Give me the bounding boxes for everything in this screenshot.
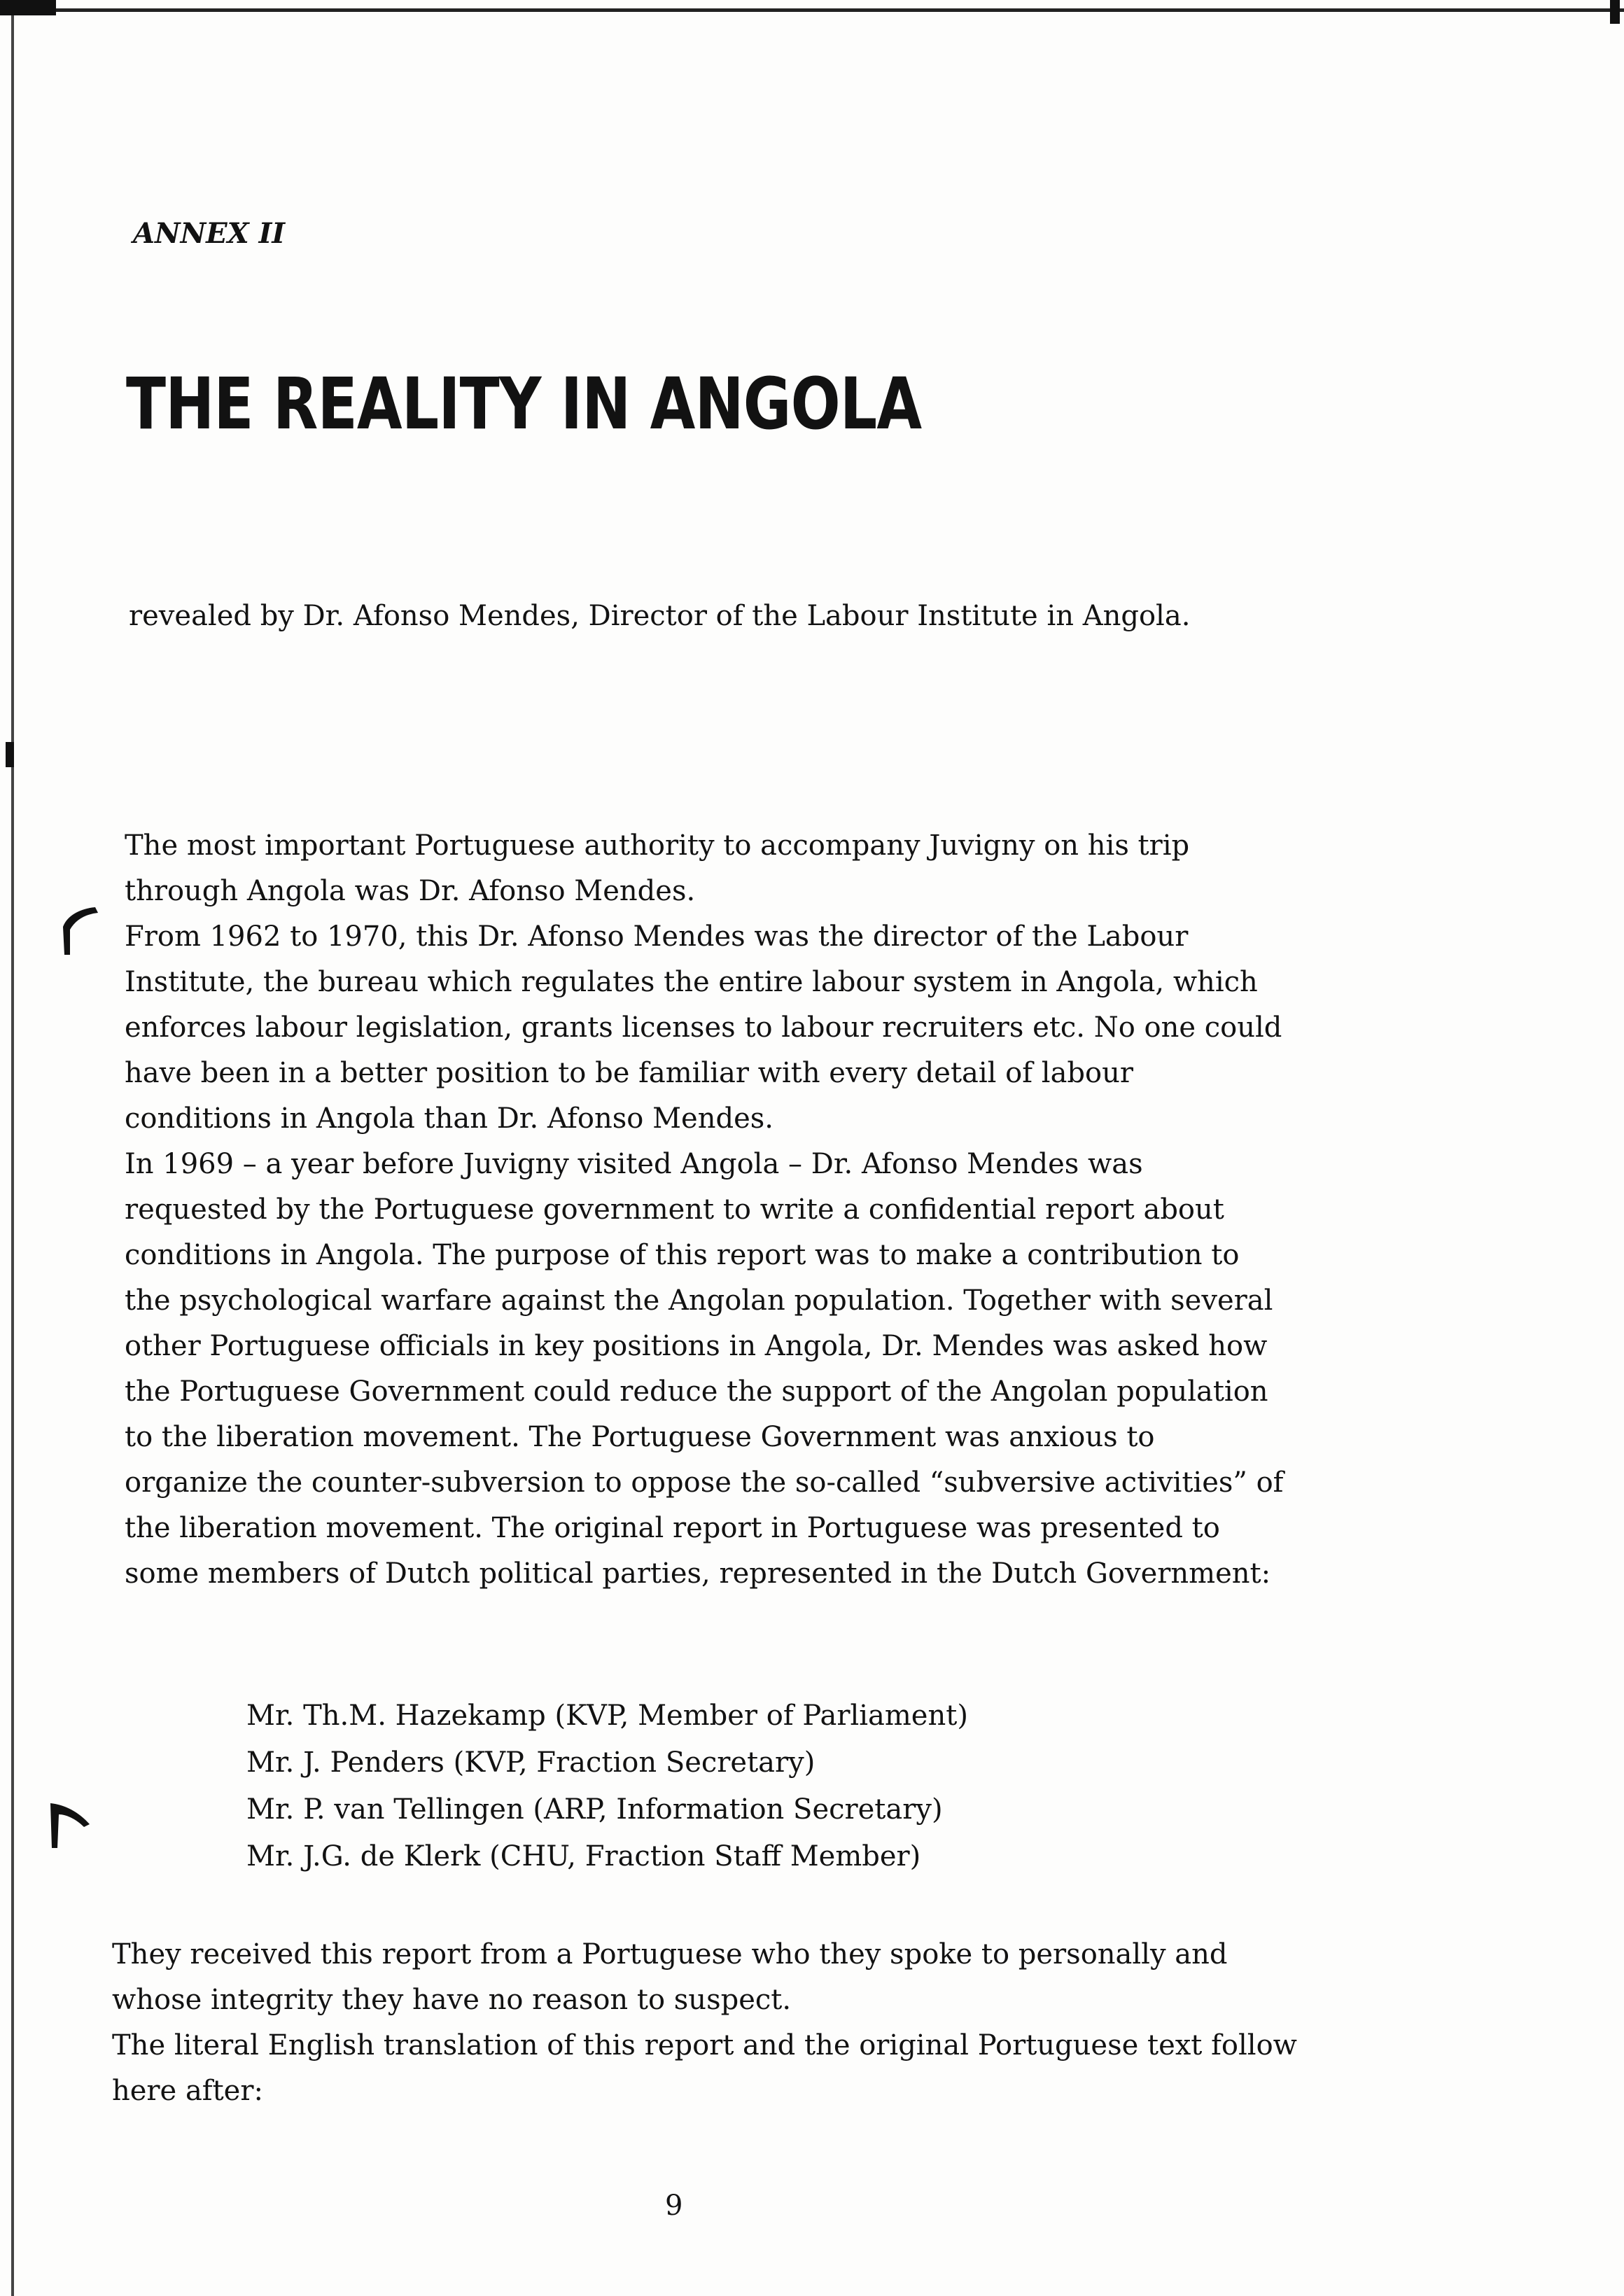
paragraph: From 1962 to 1970, this Dr. Afonso Mendes was the director of the Labour Institute, the bureau which regulates the entire labour system in Angola, which enforces labour legislation, grants licenses to labour recruiters etc. No one could have been in a better position to be familiar with every detail of labour conditions in Angola than Dr. Afonso Mendes. bbox=[125, 920, 1282, 1135]
scan-mark-top-left bbox=[0, 0, 56, 15]
annex-label: ANNEX II bbox=[133, 217, 286, 250]
paragraph: In 1969 – a year before Juvigny visited Angola – Dr. Afonso Mendes was requested by the Portuguese government to write a confidential report about conditions in Angola. The purpose of this report was to make a contribution to the psychological warfare against the Angolan population. Together with several other Portuguese officials in key positions in Angola, Dr. Mendes was asked how the Portuguese Government could reduce the support of the Angolan population to the liberation movement. The Portuguese Government was anxious to organize the counter-subversion to oppose the so-called “subversive activities” of the liberation movement. The original report in Portuguese was presented to some members of Dutch political parties, represented in the Dutch Government: bbox=[125, 1148, 1284, 1590]
top-border-line bbox=[0, 8, 1624, 12]
body-text bbox=[125, 823, 1287, 1597]
list-item: Mr. Th.M. Hazekamp (KVP, Member of Parliament) bbox=[246, 1700, 968, 1732]
list-item: Mr. J. Penders (KVP, Fraction Secretary) bbox=[246, 1746, 816, 1779]
paragraph: The literal English translation of this report and the original Portuguese text follow here after: bbox=[112, 2029, 1297, 2107]
margin-mark-icon bbox=[46, 1796, 95, 1852]
page-number: 9 bbox=[665, 2190, 683, 2222]
paragraph: The most important Portuguese authority to accompany Juvigny on his trip through Angola was Dr. Afonso Mendes. bbox=[125, 830, 1190, 907]
byline: revealed by Dr. Afonso Mendes, Director of the Labour Institute in Angola. bbox=[129, 600, 1191, 632]
paragraph: They received this report from a Portuguese who they spoke to personally and whose integrity they have no reason to suspect. bbox=[112, 1938, 1228, 2016]
page-title: THE REALITY IN ANGOLA bbox=[126, 363, 922, 446]
list-item: Mr. J.G. de Klerk (CHU, Fraction Staff Member) bbox=[246, 1840, 921, 1872]
scan-mark-left bbox=[6, 742, 14, 767]
closing-text bbox=[112, 1932, 1302, 2114]
scan-mark-top-right bbox=[1610, 0, 1620, 24]
recipient-list bbox=[246, 1693, 1156, 1880]
left-border-line bbox=[11, 8, 14, 2296]
margin-mark-icon bbox=[55, 902, 104, 958]
list-item: Mr. P. van Tellingen (ARP, Information Secretary) bbox=[246, 1793, 943, 1826]
